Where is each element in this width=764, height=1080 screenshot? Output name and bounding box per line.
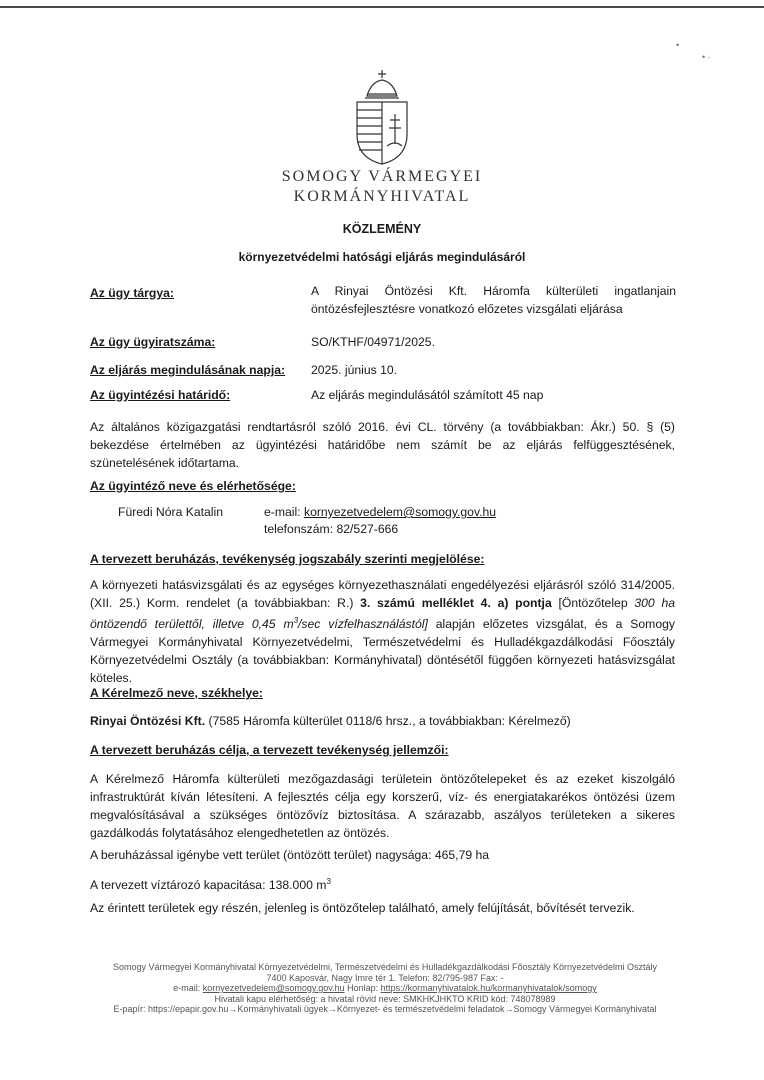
footer-line-3 [60,983,710,994]
legal-paragraph [90,576,675,687]
legal-threshold-sup: 3 [293,616,299,625]
field-value-case-number: SO/KTHF/04971/2025. [311,335,435,349]
legal-heading: A tervezett beruházás, tevékenység jogszabály szerinti megjelölése: [90,552,485,566]
field-value-subject-1: A Rinyai Öntözési Kft. Háromfa külterületi ingatlanjain [311,284,676,298]
footer [60,962,710,1015]
document-subtitle: környezetvédelmi hatósági eljárás megindulásáról [238,250,526,264]
purpose-capacity-sup: 3 [326,877,331,886]
legal-text-start: A környezeti hatásvizsgálati és az egységes környezethasználati engedélyezési eljárásról szóló 314/2005. (XII. 25.) Korm. rendelet (a továbbiakban: R.) [90,578,675,610]
purpose-area: A beruházással igénybe vett terület (öntözött terület) nagysága: 465,79 ha [90,848,490,862]
applicant-name: Rinyai Öntözési Kft. [90,714,206,728]
deadline-note: Az általános közigazgatási rendtartásról szóló 2016. évi CL. törvény (a továbbiakban: Ákr.) 50. § (5) bekezdése értelmében az ügyintézési határidőbe nem számít be az eljárás felfüggesztésének, szünetelésének időtartama. [90,420,675,470]
field-value-start-date: 2025. június 10. [311,363,398,377]
legal-threshold-2: /sec vízfelhasználástól] [298,617,428,632]
coat-of-arms-icon [347,68,417,168]
field-value-subject-2: öntözésfejlesztésre vonatkozó előzetes vizsgálati eljárása [311,302,623,316]
legal-text-mid: [Öntözőtelep [551,596,635,610]
applicant-line [90,712,571,730]
footer-line-2: 7400 Kaposvár, Nagy Imre tér 1. Telefon: 82/795-987 Fax: - [266,972,504,983]
purpose-capacity-text: A tervezett víztározó kapacitása: 138.000 m [90,878,327,893]
document-title: KÖZLEMÉNY [342,222,422,236]
contact-heading: Az ügyintéző neve és elérhetősége: [90,479,296,493]
field-label-subject: Az ügy tárgya: [90,286,174,300]
legal-annex-reference: 3. számú melléklet 4. a) pontja [360,596,552,610]
contact-email-label: e-mail: [264,505,301,519]
purpose-heading: A tervezett beruházás célja, a tervezett tevékenység jellemzői: [90,743,449,757]
purpose-existing: Az érintett területek egy részén, jelenleg is öntözőtelep található, amely felújítását, bővítését tervezik. [90,901,635,915]
footer-homepage-link[interactable]: https://kormanyhivatalok.hu/kormanyhivatalok/somogy [380,983,597,993]
contact-name: Füredi Nóra Katalin [118,505,223,519]
purpose-paragraph: A Kérelmező Háromfa külterületi mezőgazdasági területein öntözőtelepeket és az ezeket kiszolgáló infrastruktúrát kíván létesíteni. A fejlesztés célja egy korszerű, víz- és energiatakarékos öntözési üzem megvalósításával a szükséges öntözővíz biztosítása. A szárazabb, aszályos területeken a sikeres gazdálkodás folytatásához elengedhetetlen az öntözés. [90,772,675,840]
contact-phone: telefonszám: 82/527-666 [264,522,399,536]
field-label-case-number: Az ügy ügyiratszáma: [90,335,216,349]
applicant-address: (7585 Háromfa külterület 0118/6 hrsz., a továbbiakban: Kérelmező) [205,714,571,728]
footer-homepage-label: Honlap: [344,983,381,993]
footer-email-link[interactable]: kornyezetvedelem@somogy.gov.hu [202,983,345,993]
field-value-deadline: Az eljárás megindulásától számított 45 nap [311,388,544,402]
org-line-2: KORMÁNYHIVATAL [293,188,471,205]
field-label-deadline: Az ügyintézési határidő: [90,388,231,402]
footer-line-1: Somogy Vármegyei Kormányhivatal Környezetvédelmi, Természetvédelmi és Hulladékgazdálkodási Főosztály Környezetvédelmi Osztály [112,962,658,972]
org-line-1: SOMOGY VÁRMEGYEI [281,168,483,185]
legal-threshold-1: 300 ha öntözendő területtől, illetve 0,45 m [90,596,676,632]
scan-mark-2: • · [702,52,711,62]
footer-line-5: E-papír: https://epapir.gov.hu→Kormányhivatali ügyek→Környezet- és természetvédelmi feladatok→Somogy Vármegyei Kormányhivatal [113,1004,657,1014]
footer-line-4: Hivatali kapu elérhetőség: a hivatal rövid neve: SMKHKJHKTO KRID kód: 748078989 [214,993,556,1004]
applicant-heading: A Kérelmező neve, székhelye: [90,686,263,700]
contact-email-link[interactable]: kornyezetvedelem@somogy.gov.hu [303,505,497,519]
purpose-capacity [90,873,331,894]
organization-name [0,167,764,207]
scan-mark: • [676,40,680,50]
footer-email-label: e-mail: [173,983,201,993]
contact-email-row [264,503,496,521]
top-rule [0,6,764,8]
legal-text-end: alapján előzetes vizsgálat, és a Somogy Vármegyei Kormányhivatal Környezetvédelmi, Természetvédelmi és Hulladékgazdálkodási Főosztály Környezetvédelmi Osztály (a továbbiakban: Kormányhivatal) döntésétől függően környezeti hatásvizsgálat köteles. [90,617,675,686]
field-label-start-date: Az eljárás megindulásának napja: [90,363,286,377]
